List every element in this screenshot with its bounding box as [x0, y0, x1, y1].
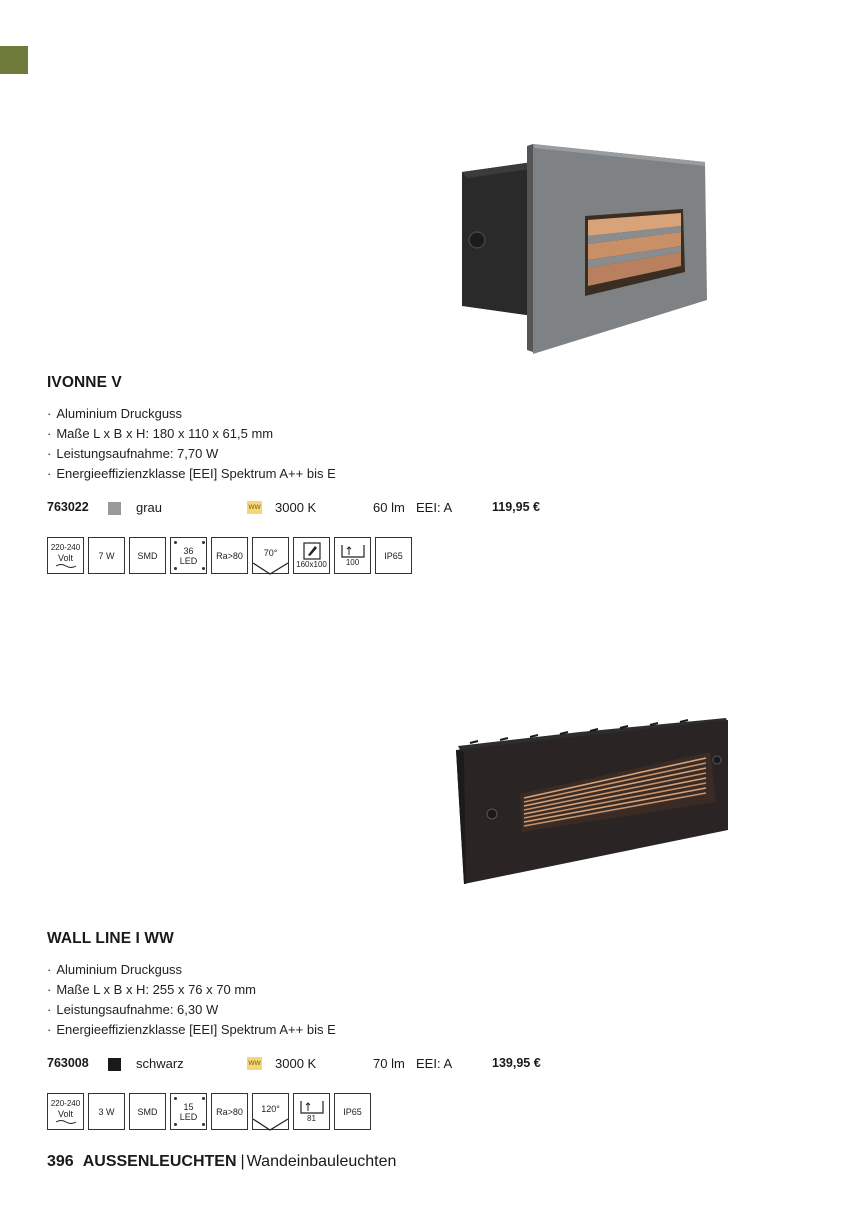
- voltage-value: 220-240: [50, 1099, 81, 1108]
- watt-value: 3 W: [98, 1106, 115, 1117]
- feature-item: · Aluminium Druckguss: [47, 404, 336, 424]
- feature-list: [47, 960, 336, 1040]
- ip-rating-icon: [375, 537, 412, 574]
- smd-icon: [129, 1093, 166, 1130]
- volt-label: Volt: [57, 553, 73, 563]
- article-number: 763022: [47, 500, 89, 514]
- page-number: 396: [47, 1153, 74, 1170]
- product-title: WALL LINE I WW: [47, 930, 174, 947]
- led-type: SMD: [137, 550, 158, 561]
- beam-angle: 70°: [263, 547, 278, 558]
- beam-angle-icon: [252, 537, 289, 574]
- feature-item: · Leistungsaufnahme: 6,30 W: [47, 1000, 336, 1020]
- beam-angle: 120°: [261, 1103, 280, 1114]
- color-temperature: 3000 K: [275, 1056, 317, 1071]
- feature-item: · Energieeffizienzklasse [EEI] Spektrum A++ bis E: [47, 1020, 336, 1040]
- ip-value: IP65: [384, 550, 403, 561]
- article-number: 763008: [47, 1056, 89, 1070]
- feature-list: [47, 404, 336, 484]
- section-tab-marker: [0, 46, 28, 74]
- spec-icons: [47, 1093, 371, 1130]
- feature-item: · Maße L x B x H: 180 x 110 x 61,5 mm: [47, 424, 336, 444]
- product-image-wall-line: [440, 710, 740, 910]
- color-swatch: [108, 1058, 121, 1071]
- feature-item: · Maße L x B x H: 255 x 76 x 70 mm: [47, 980, 336, 1000]
- spec-icons: [47, 537, 412, 574]
- color-temperature: 3000 K: [275, 500, 317, 515]
- price: 139,95 €: [492, 1056, 541, 1070]
- depth-value: 81: [307, 1113, 316, 1123]
- luminous-flux: 70 lm: [373, 1056, 405, 1071]
- page-footer: [47, 1153, 396, 1171]
- subcategory-title: Wandeinbauleuchten: [246, 1153, 397, 1170]
- luminous-flux: 60 lm: [373, 500, 405, 515]
- watt-icon: [88, 1093, 125, 1130]
- led-count-icon: [170, 1093, 207, 1130]
- voltage-icon: [47, 537, 84, 574]
- article-row: [47, 500, 567, 520]
- volt-label: Volt: [57, 1109, 73, 1119]
- footer-separator: |: [240, 1153, 245, 1170]
- smd-icon: [129, 537, 166, 574]
- beam-angle-icon: [252, 1093, 289, 1130]
- color-swatch: [108, 502, 121, 515]
- led-count: 36: [183, 545, 194, 556]
- installation-depth-icon: [334, 537, 371, 574]
- feature-item: · Aluminium Druckguss: [47, 960, 336, 980]
- cri-value: Ra>80: [216, 1106, 243, 1117]
- led-label: LED: [179, 1111, 198, 1122]
- color-name: schwarz: [136, 1056, 184, 1071]
- installation-depth-icon: [293, 1093, 330, 1130]
- voltage-icon: [47, 1093, 84, 1130]
- warm-white-badge: WW: [247, 1057, 262, 1070]
- depth-value: 100: [345, 557, 360, 567]
- led-count: 15: [183, 1101, 194, 1112]
- voltage-value: 220-240: [50, 543, 81, 552]
- category-title: AUSSENLEUCHTEN: [82, 1153, 237, 1170]
- led-label: LED: [179, 555, 198, 566]
- watt-icon: [88, 537, 125, 574]
- ip-value: IP65: [343, 1106, 362, 1117]
- warm-white-badge: WW: [247, 501, 262, 514]
- cutout-size: 160x100: [296, 559, 327, 569]
- product-title: IVONNE V: [47, 374, 122, 391]
- led-count-icon: [170, 537, 207, 574]
- energy-class: EEI: A: [416, 500, 453, 515]
- color-name: grau: [136, 500, 163, 515]
- cri-icon: [211, 1093, 248, 1130]
- led-type: SMD: [137, 1106, 158, 1117]
- article-row: [47, 1056, 567, 1076]
- cutout-size-icon: [293, 537, 330, 574]
- feature-item: · Energieeffizienzklasse [EEI] Spektrum A++ bis E: [47, 464, 336, 484]
- energy-class: EEI: A: [416, 1056, 453, 1071]
- cri-value: Ra>80: [216, 550, 243, 561]
- cri-icon: [211, 537, 248, 574]
- watt-value: 7 W: [98, 550, 115, 561]
- ip-rating-icon: [334, 1093, 371, 1130]
- product-image-ivonne-v: [455, 140, 715, 360]
- price: 119,95 €: [492, 500, 540, 514]
- feature-item: · Leistungsaufnahme: 7,70 W: [47, 444, 336, 464]
